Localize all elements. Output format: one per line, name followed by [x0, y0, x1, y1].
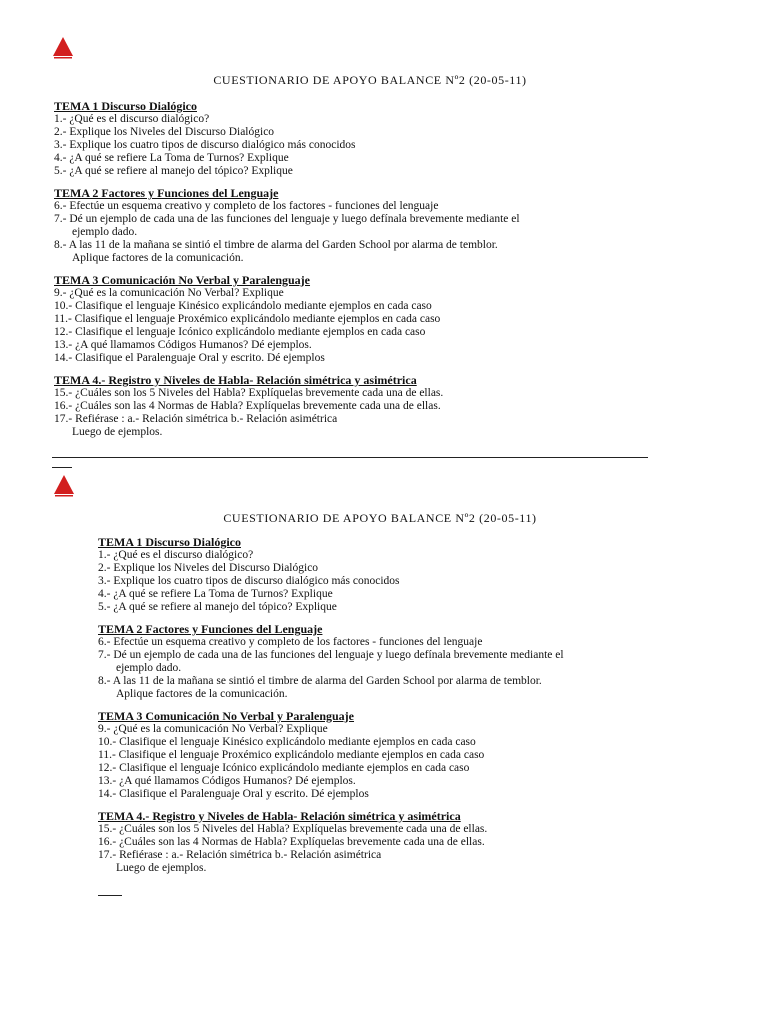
question-17: 17.- Refiérase : a.- Relación simétrica b.- Relación asimétrica	[98, 849, 382, 861]
section-heading: TEMA 4.- Registro y Niveles de Habla- Relación simétrica y asimétrica	[54, 373, 417, 387]
question-6: 6.- Efectúe un esquema creativo y completo de los factores - funciones del lenguaje	[54, 200, 439, 212]
question-17: 17.- Refiérase : a.- Relación simétrica b.- Relación asimétrica	[54, 413, 338, 425]
questionnaire-content	[54, 100, 654, 448]
question-16: 16.- ¿Cuáles son las 4 Normas de Habla? Explíquelas brevemente cada una de ellas.	[54, 400, 441, 412]
question-7: 7.- Dé un ejemplo de cada una de las funciones del lenguaje y luego defínala brevemente mediante el	[54, 213, 520, 225]
school-logo-icon	[52, 36, 74, 60]
section-tema-4	[54, 374, 654, 439]
question-8: 8.- A las 11 de la mañana se sintió el timbre de alarma del Garden School por alarma de temblor.	[98, 675, 542, 687]
section-tema-1	[98, 536, 698, 614]
question-9: 9.- ¿Qué es la comunicación No Verbal? Explique	[98, 723, 328, 735]
question-7: 7.- Dé un ejemplo de cada una de las funciones del lenguaje y luego defínala brevemente mediante el	[98, 649, 564, 661]
question-8-continuation: Aplique factores de la comunicación.	[116, 688, 288, 700]
question-5: 5.- ¿A qué se refiere al manejo del tópico? Explique	[54, 165, 293, 177]
question-9: 9.- ¿Qué es la comunicación No Verbal? Explique	[54, 287, 284, 299]
section-heading: TEMA 3 Comunicación No Verbal y Paralenguaje	[98, 709, 355, 723]
question-10: 10.- Clasifique el lenguaje Kinésico explicándolo mediante ejemplos en cada caso	[98, 736, 476, 748]
section-tema-4	[98, 810, 698, 875]
section-tema-2	[54, 187, 654, 265]
question-5: 5.- ¿A qué se refiere al manejo del tópico? Explique	[98, 601, 337, 613]
question-12: 12.- Clasifique el lenguaje Icónico explicándolo mediante ejemplos en cada caso	[54, 326, 426, 338]
section-tema-1	[54, 100, 654, 178]
question-15: 15.- ¿Cuáles son los 5 Niveles del Habla? Explíquelas brevemente cada una de ellas.	[98, 823, 488, 835]
question-2: 2.- Explique los Niveles del Discurso Dialógico	[98, 562, 319, 574]
question-17-continuation: Luego de ejemplos.	[72, 426, 163, 438]
question-13: 13.- ¿A qué llamamos Códigos Humanos? Dé ejemplos.	[98, 775, 356, 787]
question-13: 13.- ¿A qué llamamos Códigos Humanos? Dé ejemplos.	[54, 339, 312, 351]
question-8-continuation: Aplique factores de la comunicación.	[72, 252, 244, 264]
section-heading: TEMA 1 Discurso Dialógico	[98, 535, 241, 549]
question-7-continuation: ejemplo dado.	[72, 226, 138, 238]
question-2: 2.- Explique los Niveles del Discurso Dialógico	[54, 126, 275, 138]
question-1: 1.- ¿Qué es el discurso dialógico?	[54, 113, 210, 125]
school-logo-icon	[53, 474, 75, 498]
page-title: CUESTIONARIO DE APOYO BALANCE Nº2 (20-05-11)	[213, 73, 527, 87]
question-12: 12.- Clasifique el lenguaje Icónico explicándolo mediante ejemplos en cada caso	[98, 762, 470, 774]
section-heading: TEMA 4.- Registro y Niveles de Habla- Relación simétrica y asimétrica	[98, 809, 461, 823]
question-1: 1.- ¿Qué es el discurso dialógico?	[98, 549, 254, 561]
questionnaire-content	[98, 536, 698, 884]
question-4: 4.- ¿A qué se refiere La Toma de Turnos? Explique	[54, 152, 289, 164]
section-heading: TEMA 3 Comunicación No Verbal y Paralenguaje	[54, 273, 311, 287]
question-15: 15.- ¿Cuáles son los 5 Niveles del Habla? Explíquelas brevemente cada una de ellas.	[54, 387, 444, 399]
section-heading: TEMA 1 Discurso Dialógico	[54, 99, 197, 113]
question-17-continuation: Luego de ejemplos.	[116, 862, 207, 874]
question-4: 4.- ¿A qué se refiere La Toma de Turnos? Explique	[98, 588, 333, 600]
question-14: 14.- Clasifique el Paralenguaje Oral y escrito. Dé ejemplos	[98, 788, 369, 800]
section-heading: TEMA 2 Factores y Funciones del Lenguaje	[54, 186, 279, 200]
section-tema-2	[98, 623, 698, 701]
question-7-continuation: ejemplo dado.	[116, 662, 182, 674]
question-6: 6.- Efectúe un esquema creativo y completo de los factores - funciones del lenguaje	[98, 636, 483, 648]
section-heading: TEMA 2 Factores y Funciones del Lenguaje	[98, 622, 323, 636]
short-separator	[98, 895, 122, 896]
question-14: 14.- Clasifique el Paralenguaje Oral y escrito. Dé ejemplos	[54, 352, 325, 364]
short-separator	[52, 467, 72, 468]
question-3: 3.- Explique los cuatro tipos de discurso dialógico más conocidos	[98, 575, 400, 587]
question-10: 10.- Clasifique el lenguaje Kinésico explicándolo mediante ejemplos en cada caso	[54, 300, 432, 312]
section-tema-3	[98, 710, 698, 801]
question-8: 8.- A las 11 de la mañana se sintió el timbre de alarma del Garden School por alarma de temblor.	[54, 239, 498, 251]
question-3: 3.- Explique los cuatro tipos de discurso dialógico más conocidos	[54, 139, 356, 151]
section-tema-3	[54, 274, 654, 365]
question-11: 11.- Clasifique el lenguaje Proxémico explicándolo mediante ejemplos en cada caso	[54, 313, 441, 325]
question-16: 16.- ¿Cuáles son las 4 Normas de Habla? Explíquelas brevemente cada una de ellas.	[98, 836, 485, 848]
separator-line	[52, 457, 648, 458]
question-11: 11.- Clasifique el lenguaje Proxémico explicándolo mediante ejemplos en cada caso	[98, 749, 485, 761]
page-title: CUESTIONARIO DE APOYO BALANCE Nº2 (20-05-11)	[223, 511, 537, 525]
